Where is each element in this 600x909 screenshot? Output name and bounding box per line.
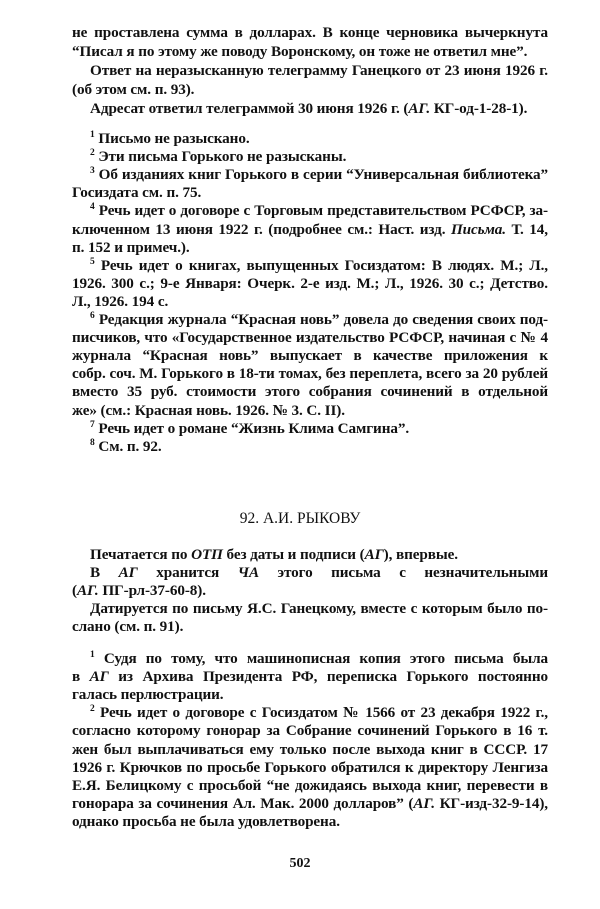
text-run: писчиков, что «Государственное издательство РСФСР, начиная с № 4 — [72, 329, 548, 347]
text-run: В — [90, 564, 119, 582]
text-line — [72, 686, 548, 704]
footnote-marker: 6 — [90, 311, 95, 321]
text-run: Датируется по письму Я.С. Ганецкому, вместе с которым было по- — [90, 600, 548, 618]
footnote-marker: 4 — [90, 202, 95, 213]
italic-text: АГ — [364, 546, 384, 563]
italic-text: АГ. — [413, 794, 435, 812]
section-heading: 92. А.И. РЫКОВУ — [239, 510, 361, 527]
text-run: не проставлена сумма в долларах. В конце черновика вычеркнута — [72, 24, 548, 41]
italic-text: Письма. — [450, 220, 506, 238]
text-line — [72, 668, 548, 686]
text-run: Эти письма Горького не разысканы. — [94, 148, 347, 166]
text-run: ( — [72, 582, 77, 600]
text-run: КГ-од-1-28-1). — [430, 100, 528, 117]
text-run: п. 152 и примеч.). — [72, 238, 190, 256]
footnote-marker: 2 — [90, 148, 95, 159]
text-run: Речь идет о книгах, выпущенных Госиздатом: В людях. М.; Л., — [94, 256, 548, 274]
text-run: без даты и подписи ( — [222, 546, 365, 563]
text-line — [72, 582, 548, 600]
text-run: же» (см.: Красная новь. 1926. № 3. С. II). — [72, 401, 345, 419]
text-line — [90, 600, 548, 618]
text-line — [90, 100, 548, 118]
text-run: этого письма с незначительными — [277, 564, 548, 582]
italic-text: АГ — [89, 668, 109, 686]
text-run: из Архива Президента РФ, переписка Горького постоянно — [118, 668, 548, 686]
text-line — [72, 275, 548, 293]
text-line — [72, 722, 548, 740]
text-line — [72, 777, 548, 795]
text-line — [90, 311, 548, 329]
text-run: Редакция журнала “Красная новь” довела до сведения своих под- — [94, 311, 548, 328]
footnote-marker: 5 — [90, 256, 95, 267]
text-run: согласно которому гонорар за Собрание сочинений Горького в 16 т. — [72, 722, 548, 740]
footnote-marker: 1 — [90, 130, 95, 140]
text-run: слано (см. п. 91). — [72, 618, 184, 636]
text-line — [72, 795, 548, 813]
text-run: Адресат ответил телеграммой 30 июня 1926 г. ( — [90, 100, 409, 117]
italic-text: АГ — [118, 564, 138, 582]
text-run: См. п. 92. — [94, 437, 162, 455]
italic-text: АГ. — [76, 582, 99, 600]
text-run: КГ-изд-32-9-14), — [435, 794, 548, 812]
text-line — [72, 81, 548, 99]
text-line — [72, 293, 548, 311]
text-line — [72, 618, 548, 636]
text-line — [90, 130, 548, 148]
text-line — [90, 62, 548, 80]
text-run: Речь идет о договоре с Торговым представительством РСФСР, за- — [94, 202, 548, 220]
footnote-marker: 1 — [90, 650, 95, 660]
text-run: “Писал я по этому же поводу Воронскому, он тоже не ответил мне”. — [72, 43, 528, 60]
text-line — [90, 257, 548, 275]
text-line — [72, 221, 548, 239]
text-run: Печатается по — [90, 546, 192, 563]
text-line — [90, 546, 548, 564]
footnote-marker: 8 — [90, 437, 95, 448]
text-line — [72, 402, 548, 420]
text-run: Т. 14, — [505, 220, 548, 238]
text-run: хранится — [137, 564, 238, 582]
text-line — [90, 564, 548, 582]
text-run: Письмо не разыскано. — [94, 130, 250, 147]
footnote-marker: 2 — [90, 704, 95, 715]
italic-text: ЧА — [237, 564, 260, 582]
text-line — [72, 43, 548, 61]
text-run: ключенном 13 июня 1922 г. (подробнее см.: Наст. изд. — [72, 220, 451, 238]
italic-text: АГ. — [408, 100, 431, 117]
text-run: гонорара за сочинения Ал. Мак. 2000 долларов” ( — [72, 794, 414, 812]
text-line — [72, 813, 548, 831]
text-run: Ответ на неразысканную телеграмму Ганецкого от 23 июня 1926 г. — [90, 62, 548, 79]
text-run: Госиздата см. п. 75. — [72, 184, 202, 202]
text-line — [90, 650, 548, 668]
text-run: 1926 г. Крючков по просьбе Горького обратился к директору Ленгиза — [72, 758, 548, 776]
text-run: Судя по тому, что машинописная копия этого письма была — [103, 650, 548, 667]
page-number: 502 — [289, 856, 311, 871]
text-run: (об этом см. п. 93). — [72, 81, 195, 98]
text-line — [90, 704, 548, 722]
text-line — [72, 759, 548, 777]
text-run: однако просьба не была удовлетворена. — [72, 812, 340, 830]
text-run: Е.Я. Белицкому с просьбой “не дожидаясь выхода книг, перевести в — [72, 776, 548, 794]
text-line — [72, 741, 548, 759]
text-line — [90, 438, 548, 456]
text-line — [72, 329, 548, 347]
text-run: журнала “Красная новь” выпускает в качестве приложения к — [72, 347, 548, 365]
text-line — [72, 365, 548, 383]
text-run: 1926. 300 с.; 9-е Января: Очерк. 2-е изд. М.; Л., 1926. 30 с.; Детство. — [72, 274, 548, 292]
text-line — [72, 239, 548, 257]
text-line — [90, 148, 548, 166]
text-run: в — [72, 668, 90, 686]
text-line — [72, 184, 548, 202]
text-line — [90, 202, 548, 220]
text-run: Л., 1926. 194 с. — [72, 292, 169, 310]
text-run: Речь идет о романе “Жизнь Клима Самгина”. — [94, 419, 410, 437]
footnote-marker: 3 — [90, 166, 95, 177]
text-run: Речь идет о договоре с Госиздатом № 1566 от 23 декабря 1922 г., — [94, 704, 548, 722]
text-run: собр. соч. М. Горького в 18-ти томах, без переплета, всего за 20 рублей — [72, 365, 548, 383]
text-line — [90, 166, 548, 184]
text-line — [90, 420, 548, 438]
text-line — [72, 347, 548, 365]
text-run: жен был выплачиваться ему только после выхода книг в СССР. 17 — [72, 740, 548, 758]
text-run: ), впервые. — [383, 546, 458, 563]
text-run: ПГ-рл-37-60-8). — [98, 582, 206, 600]
italic-text: ОТП — [191, 546, 223, 563]
text-run: галась перлюстрации. — [72, 686, 224, 704]
footnote-marker: 7 — [90, 419, 95, 430]
text-line — [72, 383, 548, 401]
text-run: вместо 35 руб. стоимости этого собрания сочинений в отдельной — [72, 383, 548, 401]
text-line — [72, 24, 548, 42]
text-run: Об изданиях книг Горького в серии “Универсальная библиотека” — [94, 166, 548, 184]
